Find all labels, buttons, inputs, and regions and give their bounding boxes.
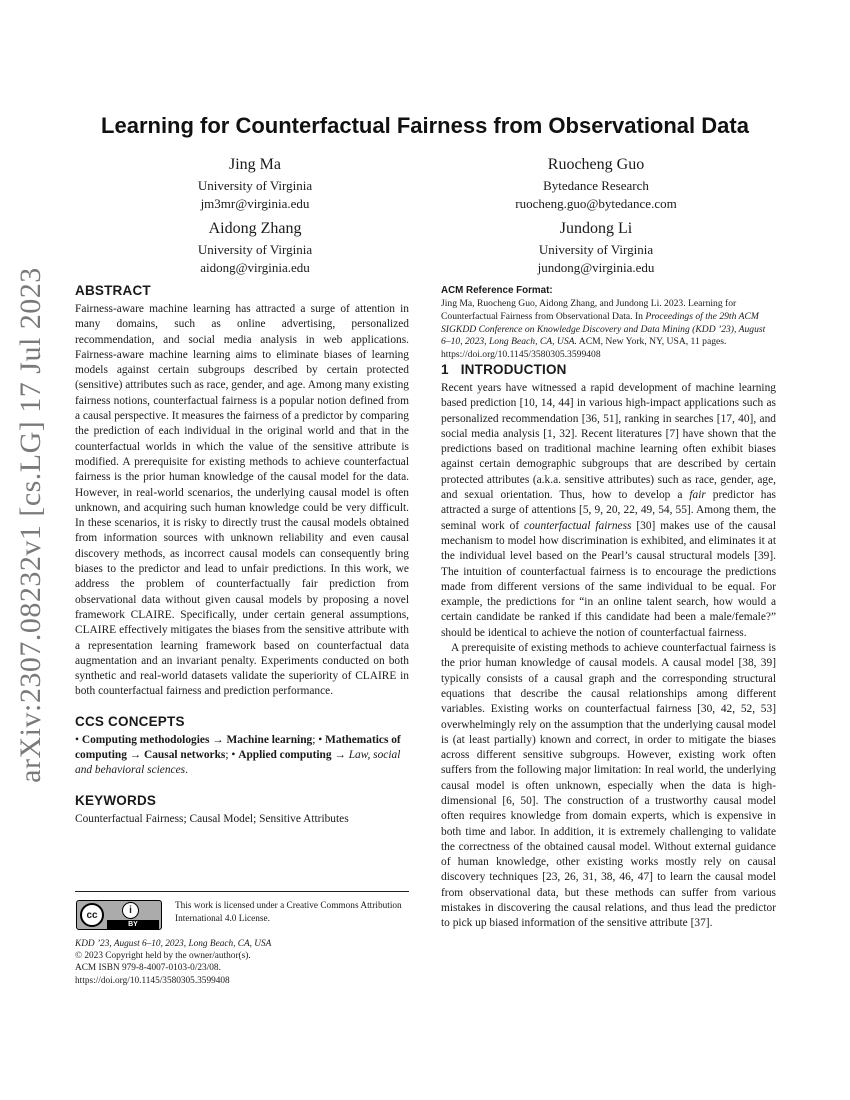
author-email[interactable]: jm3mr@virginia.edu xyxy=(200,196,310,211)
author-name: Aidong Zhang xyxy=(208,220,302,237)
intro-p1-fair: fair xyxy=(689,489,706,502)
ccs-arrow: → xyxy=(334,749,346,762)
cc-icon: cc xyxy=(80,903,104,927)
acm-reference-heading: ACM Reference Format: xyxy=(441,285,553,296)
intro-p1-part-b: predictor has attracted a surge of attentions [5, 9, 20, 22, 49, 54, 55]. Among them, the seminal work of xyxy=(441,489,776,532)
left-column xyxy=(75,283,409,827)
section-number: 1 xyxy=(441,361,449,377)
author-block xyxy=(105,154,405,213)
ccs-concepts xyxy=(75,733,409,779)
author-affiliation: University of Virginia xyxy=(197,178,313,193)
author-block xyxy=(105,218,405,277)
ccs-item2-a: Mathematics of computing xyxy=(75,733,401,762)
ccs-arrow: → xyxy=(212,733,224,746)
keywords-heading: KEYWORDS xyxy=(75,792,157,808)
introduction-heading xyxy=(441,362,776,377)
ccs-item1-a: Computing methodologies xyxy=(81,733,210,746)
license-text: This work is licensed under a Creative Commons Attribution International 4.0 License. xyxy=(175,901,402,924)
footer-isbn: ACM ISBN 979-8-4007-0103-0/23/08. xyxy=(75,963,221,974)
ccs-item2-b: Causal networks xyxy=(144,749,226,762)
acm-ref-plain: Jing Ma, Ruocheng Guo, Aidong Zhang, and Jundong Li. 2023. Learning for Counterfactual Fairness from Observational Data. In xyxy=(441,298,737,322)
by-label: BY xyxy=(107,920,159,929)
ccs-bullet: • xyxy=(231,749,236,762)
ccs-end: . xyxy=(185,764,188,777)
cc-by-license-icon[interactable] xyxy=(76,900,162,930)
intro-p1-part-c: [30] makes use of the causal mechanism to model how discrimination is exhibited, and eliminates it at the individual level based on the Pearl’s causal structural models [39]. The intuition of counterfactual fairness is to encourage the predictions made from different versions of the same individual to be equal. For example, the predictions for “in an online talent search, how would a certain candidate be ranked if this candidate had been a male/female?” should be identical to achieve the notion of counterfactual fairness. xyxy=(441,519,777,639)
arxiv-stamp-text: arXiv:2307.08232v1 [cs.LG] 17 Jul 2023 xyxy=(14,267,47,783)
intro-p1-part-a: Recent years have witnessed a rapid development of machine learning based prediction [10, 14, 44] in various high-impact applications such as personalized recommendation [36, 51], ranking in searches [17, 40], and social media analysis [1, 32]. Recent literatures [7] have shown that the predictions based on traditional machine learning often exhibit biases against certain demographic subgroups that are described by certain protected attributes (a.k.a. sensitive attributes) such as race, gender, age, and sexual orientation. Thus, how to develop a xyxy=(441,381,776,502)
intro-paragraph-1 xyxy=(441,381,776,641)
ccs-heading: CCS CONCEPTS xyxy=(75,713,185,729)
ccs-item3-b: Law, social and behavioral sciences xyxy=(75,749,401,777)
arxiv-stamp xyxy=(3,267,59,783)
license-box xyxy=(75,891,409,928)
footer-note xyxy=(75,938,409,987)
abstract-text: Fairness-aware machine learning has attracted a surge of attention in many domains, such as online advertising, personalized recommendation, and social media analysis in web applications. Fairness-aware machine learning aims to eliminate biases of learning models against certain subgroups described by certain protected (sensitive) attributes such as race, gender, and age. Among many existing fairness notions, counterfactual fairness is a popular notion defined from a causal perspective. It measures the fairness of a predictor by comparing the prediction of each individual in the original world and that in the counterfactual worlds in which the value of the sensitive attribute is modified. A prerequisite for existing methods to achieve counterfactual fairness is the prior human knowledge of the causal model for the data. However, in real-world scenarios, the underlying causal model is often unknown, and acquiring such human knowledge could be very difficult. In these scenarios, it is risky to directly trust the causal models obtained from information sources with unknown reliability and even causal discovery methods, as incorrect causal models can consequently bring biases to the predictor and lead to unfair predictions. In this work, we address the problem of counterfactually fair prediction from observational data without given causal models by proposing a novel framework CLAIRE. Specifically, under certain general assumptions, CLAIRE effectively mitigates the biases from the sensitive attribute with a representation learning framework based on counterfactual data augmentation and an invariant penalty. Experiments conducted on both synthetic and real-world datasets validate the superiority of CLAIRE in both counterfactual fairness and prediction performance. xyxy=(75,303,409,698)
author-block xyxy=(446,218,746,277)
intro-paragraph-2: A prerequisite of existing methods to achieve counterfactual fairness is the prior human knowledge of causal models. A causal model [38, 39] typically consists of a causal graph and the corresponding structural equations that describe the causal relationships among different variables. Existing works on counterfactual fairness [30, 42, 52, 53] overwhelmingly rely on the assumption that the underlying causal model is (at least partially) known and correct, in order to mitigate the biases across different sensitive subgroups. However, existing work often suffers from the following major limitation: In real world, the underlying causal model is often unknown, especially when the data is high-dimensional [6, 50]. The construction of a trustworthy causal model often requires knowledge from domain experts, which is expensive in both time and labor. In addition, it is extremely challenging to validate the correctness of the obtained causal model. Without external guidance of human knowledge, other existing works mostly rely on causal discovery techniques [23, 26, 31, 38, 46, 47] to learn the causal model from observational data, but these methods can suffer from various mistakes in discovering the causal relations, and thus lead the predictor to pick up biased information of the sensitive attribute [37]. xyxy=(441,642,776,930)
abstract-heading: ABSTRACT xyxy=(75,283,151,298)
ccs-arrow: → xyxy=(129,749,142,762)
section-title: INTRODUCTION xyxy=(460,361,567,377)
footer-doi[interactable]: https://doi.org/10.1145/3580305.3599408 xyxy=(75,975,230,986)
author-affiliation: University of Virginia xyxy=(197,242,313,257)
author-affiliation: Bytedance Research xyxy=(543,178,649,193)
author-name: Ruocheng Guo xyxy=(547,156,645,173)
keywords-text: Counterfactual Fairness; Causal Model; Sensitive Attributes xyxy=(75,812,349,825)
person-icon: i xyxy=(122,902,139,919)
ccs-separator: ; xyxy=(312,733,319,746)
ccs-bullet: • xyxy=(75,733,79,746)
footer-conference: KDD ’23, August 6–10, 2023, Long Beach, CA, USA xyxy=(75,939,272,949)
author-email[interactable]: jundong@virginia.edu xyxy=(537,260,655,275)
acm-ref-italic: Proceedings of the 29th ACM SIGKDD Conference on Knowledge Discovery and Data Mining (KDD ’23), August 6–10, 2023, Long Beach, CA, USA. xyxy=(441,310,766,348)
author-name: Jing Ma xyxy=(229,156,281,173)
intro-p1-counterfactual-fairness: counterfactual fairness xyxy=(524,519,632,532)
ccs-separator: ; xyxy=(225,749,232,762)
acm-ref-tail: ACM, New York, NY, USA, 11 pages. https://doi.org/10.1145/3580305.3599408 xyxy=(441,336,727,361)
footer-copyright: © 2023 Copyright held by the owner/author(s). xyxy=(75,951,251,962)
author-block xyxy=(446,154,746,213)
paper-title: Learning for Counterfactual Fairness from Observational Data xyxy=(101,113,749,138)
author-name: Jundong Li xyxy=(559,220,633,237)
acm-reference-text xyxy=(441,298,776,362)
author-affiliation: University of Virginia xyxy=(538,242,654,257)
right-column xyxy=(441,285,776,932)
author-email[interactable]: ruocheng.guo@bytedance.com xyxy=(515,196,677,211)
ccs-bullet: • xyxy=(318,733,323,746)
ccs-item3-a: Applied computing xyxy=(238,749,332,762)
author-email[interactable]: aidong@virginia.edu xyxy=(200,260,310,275)
ccs-item1-b: Machine learning xyxy=(226,733,313,746)
